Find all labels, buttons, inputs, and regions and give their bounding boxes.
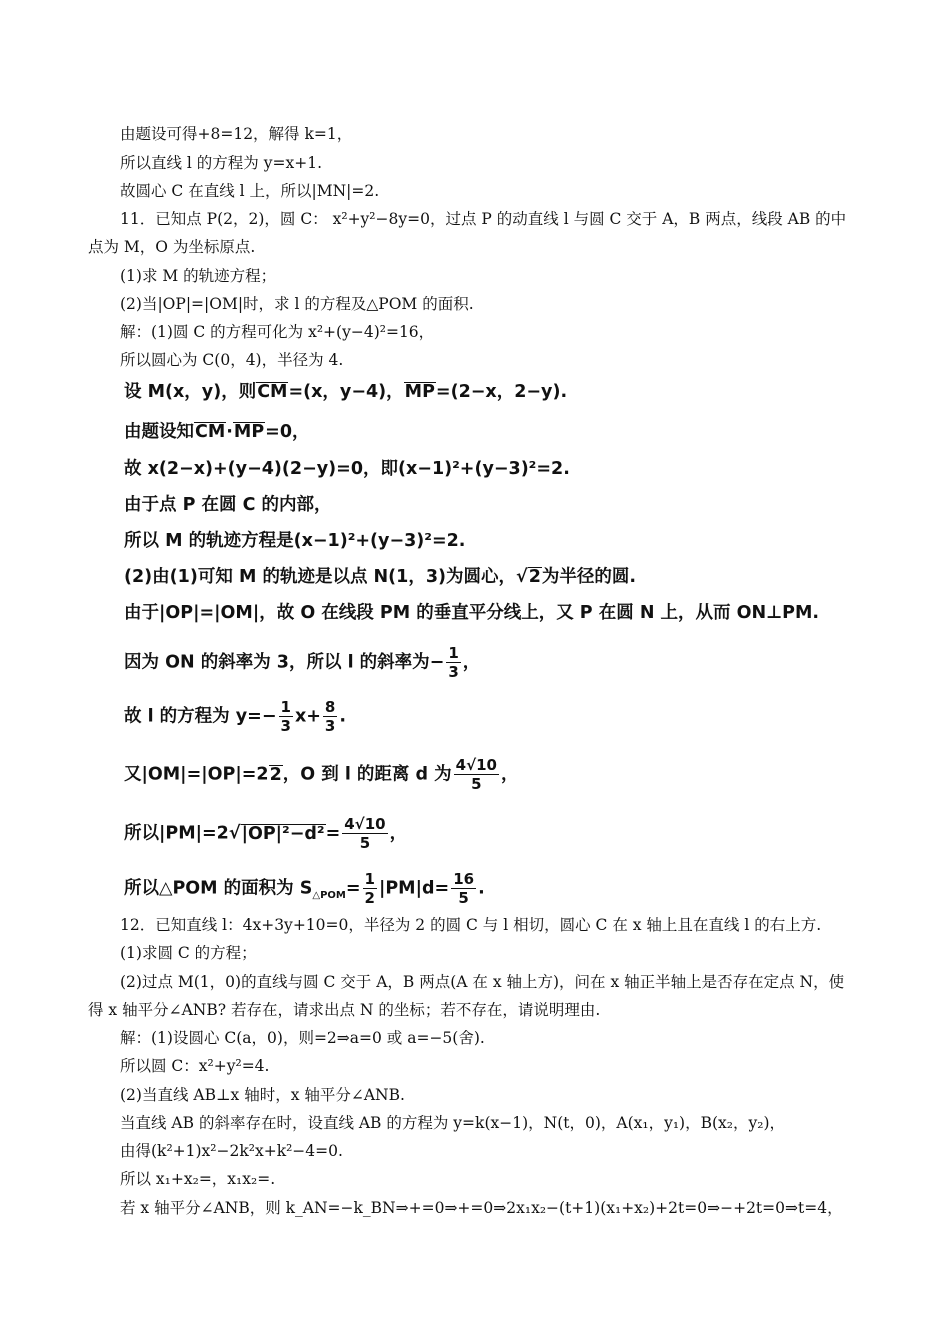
fraction-sixteen-fifths — [451, 870, 476, 907]
sqrt-symbol: √ — [516, 567, 528, 587]
problem-11-statement-cont: 点为 M，O 为坐标原点. — [88, 238, 256, 256]
text-segment: (2)由(1)可知 M 的轨迹是以点 N(1，3)为圆心， — [124, 567, 517, 587]
subscript-pom: △POM — [312, 890, 346, 901]
text-segment: = — [325, 823, 341, 844]
text-segment: . — [478, 878, 485, 899]
problem-12-part-2: (2)过点 M(1，0)的直线与圆 C 交于 A，B 两点(A 在 x 轴上方)，问在 x 轴正半轴上是否存在定点 N，使 — [120, 973, 845, 991]
denominator: 3 — [448, 663, 459, 681]
solution-12-line-1: 解：(1)设圆心 C(a，0)，则=2⇒a=0 或 a=−5(舍). — [120, 1029, 485, 1047]
denominator: 5 — [359, 834, 371, 852]
fraction-4sqrt10-over-5 — [342, 815, 387, 852]
numerator: 4√10 — [455, 756, 497, 774]
solution-12-line-2: 所以圆 C：x²+y²=4. — [120, 1057, 270, 1075]
text-segment: ， — [462, 652, 481, 673]
text-segment: = — [345, 878, 361, 899]
solution-11-interior: 由于点 P 在圆 C 的内部， — [124, 495, 332, 515]
fraction-eight-thirds — [323, 698, 337, 735]
text-segment: =(x，y−4)， — [288, 382, 404, 402]
solution-11-area — [124, 870, 485, 907]
solution-12-line-7: 若 x 轴平分∠ANB，则 k_AN=−k_BN⇒+=0⇒+=0⇒2x₁x₂−(t+1)(x₁+x₂)+2t=0⇒−+2t=0⇒t=4， — [120, 1199, 843, 1217]
text-segment: 又|OM|=|OP|=2 — [124, 764, 269, 785]
radicand: 2 — [528, 567, 541, 587]
denominator: 2 — [364, 889, 375, 907]
vector-cm: CM — [257, 382, 288, 402]
text-segment: =0， — [265, 422, 310, 442]
sqrt-symbol: √ — [228, 823, 241, 844]
text-segment: 因为 ON 的斜率为 3，所以 l 的斜率为− — [124, 652, 445, 673]
text-segment: 设 M(x，y)，则 — [124, 382, 257, 402]
text-segment: . — [339, 706, 346, 727]
text-segment: |PM|d= — [378, 878, 450, 899]
text-line-1: 由题设可得+8=12，解得 k=1， — [120, 125, 353, 143]
vector-cm: CM — [195, 422, 226, 442]
problem-11-part-2: (2)当|OP|=|OM|时，求 l 的方程及△POM 的面积. — [120, 295, 474, 313]
solution-11-locus: 所以 M 的轨迹方程是(x−1)²+(y−3)²=2. — [124, 531, 466, 551]
text-segment: x+ — [294, 706, 321, 727]
solution-11-vectors — [124, 380, 567, 404]
text-segment: ， — [389, 823, 408, 844]
numerator: 8 — [324, 698, 336, 716]
solution-11-line-1: 解：(1)圆 C 的方程可化为 x²+(y−4)²=16， — [120, 323, 435, 341]
text-segment: ，O 到 l 的距离 d 为 — [282, 764, 452, 785]
problem-12-statement: 12．已知直线 l：4x+3y+10=0，半径为 2 的圆 C 与 l 相切，圆心 C 在 x 轴上且在直线 l 的右上方. — [120, 916, 822, 934]
text-segment: 为半径的圆. — [541, 567, 637, 587]
text-segment: ， — [500, 764, 519, 785]
numerator: 16 — [453, 870, 475, 888]
solution-12-line-3: (2)当直线 AB⊥x 轴时，x 轴平分∠ANB. — [120, 1086, 405, 1104]
solution-12-line-4: 当直线 AB 的斜率存在时，设直线 AB 的方程为 y=k(x−1)，N(t，0)，A(x₁，y₁)，B(x₂，y₂)， — [120, 1114, 785, 1132]
solution-12-line-5: 由得(k²+1)x²−2k²x+k²−4=0. — [120, 1142, 343, 1160]
problem-12-part-2-cont: 得 x 轴平分∠ANB? 若存在，请求出点 N 的坐标；若不存在，请说明理由. — [88, 1001, 601, 1019]
denominator: 5 — [458, 889, 469, 907]
solution-11-dot-product — [124, 420, 310, 444]
text-segment: 所以△POM 的面积为 S — [124, 878, 313, 899]
solution-11-perpendicular: 由于|OP|=|OM|，故 O 在线段 PM 的垂直平分线上，又 P 在圆 N 上，从而 ON⊥PM. — [124, 603, 820, 623]
numerator: 1 — [280, 698, 291, 716]
vector-mp: MP — [404, 382, 435, 402]
radicand: 2 — [269, 764, 282, 785]
solution-11-line-2: 所以圆心为 C(0，4)，半径为 4. — [120, 351, 344, 369]
vector-mp: MP — [233, 422, 265, 442]
numerator: 4√10 — [344, 815, 386, 833]
fraction-4sqrt10-over-5 — [454, 756, 499, 793]
text-segment: 由题设知 — [124, 422, 194, 442]
fraction-one-third — [279, 698, 293, 735]
problem-12-part-1: (1)求圆 C 的方程； — [120, 944, 257, 962]
denominator: 3 — [324, 717, 336, 735]
solution-12-line-6: 所以 x₁+x₂=，x₁x₂=. — [120, 1170, 276, 1188]
denominator: 3 — [280, 717, 291, 735]
problem-11-statement: 11．已知点 P(2，2)，圆 C： x²+y²−8y=0，过点 P 的动直线 l 与圆 C 交于 A，B 两点，线段 AB 的中 — [120, 210, 847, 228]
denominator: 5 — [471, 775, 482, 793]
text-segment: 故 l 的方程为 y=− — [124, 706, 277, 727]
fraction-one-half — [363, 870, 377, 907]
solution-11-slope — [124, 644, 480, 681]
solution-11-pm-length — [124, 815, 407, 852]
numerator: 1 — [448, 644, 459, 662]
text-segment: =(2−x，2−y). — [435, 382, 568, 402]
numerator: 1 — [364, 870, 375, 888]
text-line-2: 所以直线 l 的方程为 y=x+1. — [120, 154, 323, 172]
text-segment: 所以|PM|=2 — [124, 823, 229, 844]
problem-11-part-1: (1)求 M 的轨迹方程； — [120, 267, 277, 285]
solution-11-line-equation — [124, 698, 346, 735]
text-line-3: 故圆心 C 在直线 l 上，所以|MN|=2. — [120, 182, 380, 200]
solution-11-distance — [124, 756, 518, 793]
solution-11-part-2-circle — [124, 565, 636, 589]
solution-11-equation: 故 x(2−x)+(y−4)(2−y)=0，即(x−1)²+(y−3)²=2. — [124, 459, 570, 479]
radicand: |OP|²−d² — [241, 823, 325, 844]
fraction-one-third — [446, 644, 460, 681]
dot-symbol: · — [226, 422, 233, 442]
